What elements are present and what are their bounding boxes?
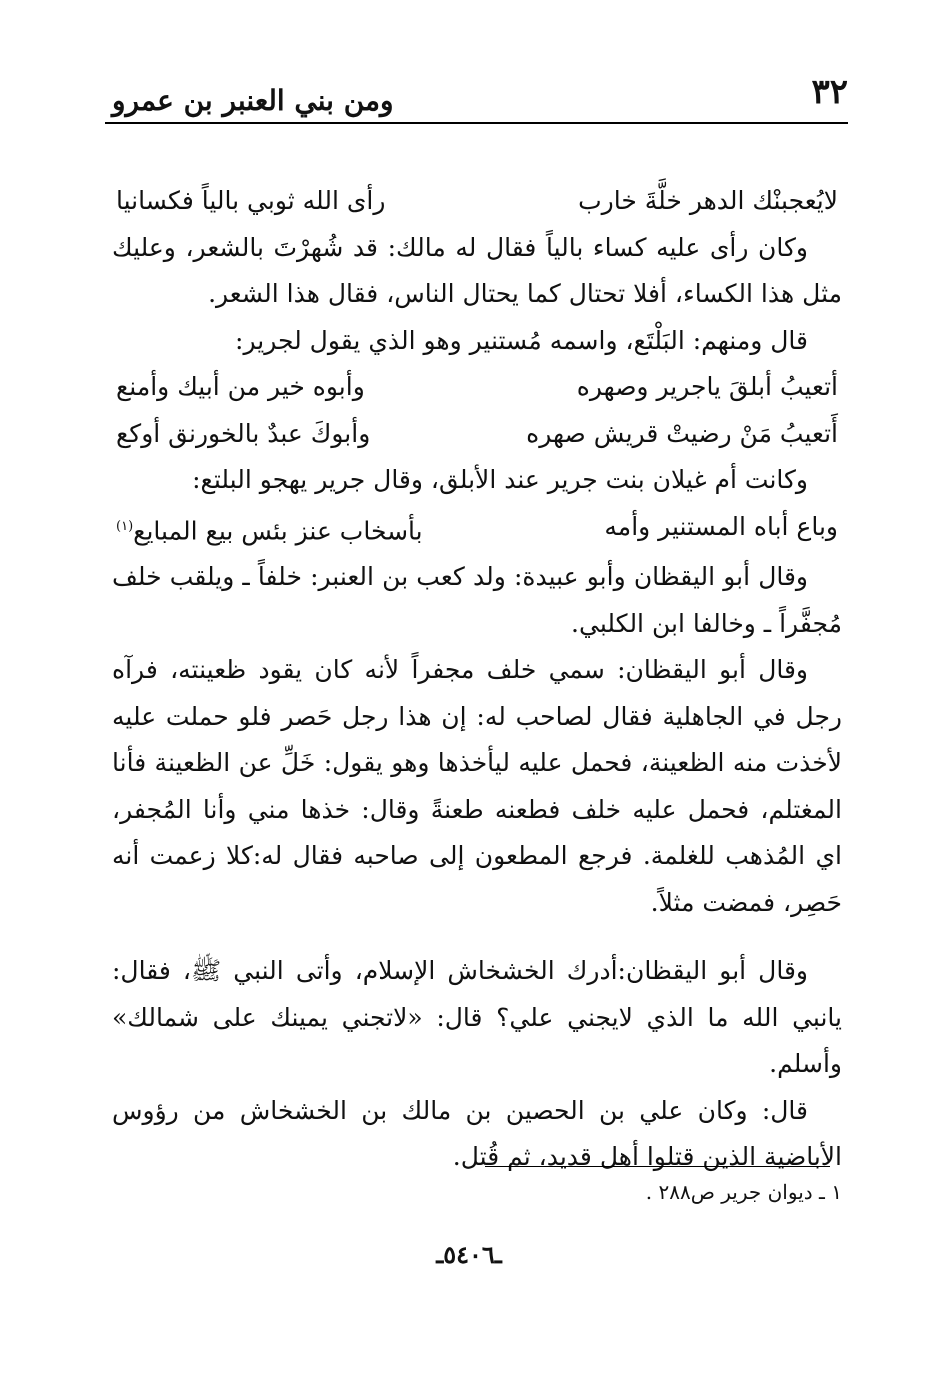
paragraph: قال: وكان علي بن الحصين بن مالك بن الخشخاش من رؤوس الأباضية الذين قتلوا أهل قديد، ثم قُتل. — [112, 1095, 842, 1172]
paragraph: وكانت أم غيلان بنت جرير عند الأبلق، وقال جرير يهجو البلتع: — [192, 465, 808, 494]
paragraph: وقال أبو اليقظان وأبو عبيدة: ولد كعب بن العنبر: خلفاً ـ ويلقب خلف مُجفَّراً ـ وخالفا ابن الكلبي. — [112, 562, 842, 638]
footnote-marker: (١) — [116, 518, 134, 534]
verse-hemistich-right: وباع أباه المستنير وأمه — [604, 511, 838, 541]
running-header-title: ومن بني العنبر بن عمرو — [112, 84, 394, 117]
page-number: ٣٢ — [811, 72, 848, 112]
paragraph: قال ومنهم: البَلْتَع، واسمه مُستنير وهو الذي يقول لجرير: — [235, 325, 808, 355]
verse-hemistich-left: وأبوه خير من أبيك وأمنع — [116, 372, 365, 401]
verse-line — [112, 504, 842, 555]
verse-line — [112, 364, 842, 411]
footnote: ١ ـ ديوان جرير ص٢٨٨ . — [645, 1180, 842, 1204]
body-text — [112, 178, 842, 1181]
verse-hemistich-right: أَتعيبُ مَنْ رضيتْ قريش صهره — [526, 418, 838, 448]
page-footer-number: ـ٥٤٠٦ـ — [436, 1240, 502, 1269]
paragraph: وقال أبو اليقظان:أدرك الخشخاش الإسلام، وأتى النبي ﷺ، فقال: يانبي الله ما الذي لايجني علي؟ قال: «لاتجني يمينك على شمالك» وأسلم. — [112, 956, 842, 1079]
header-rule — [105, 122, 848, 124]
verse-hemistich-left: بأسخاب عنز بئس بيع المبايع$^{(١)}$ — [116, 515, 423, 545]
verse-hemistich-right: لايُعجبنْك الدهر خلَّةَ خارب — [578, 186, 838, 215]
footnote-rule — [485, 1166, 830, 1167]
verse-line — [112, 411, 842, 458]
verse-hemistich-left: وأبوكَ عبدٌ بالخورنق أوكع — [116, 418, 371, 448]
paragraph: وقال أبو اليقظان: سمي خلف مجفراً لأنه كان يقود ظعينته، فرآه رجل في الجاهلية فقال لصاحب له: إن هذا رجل حَصر فلو حملت عليه لأخذت منه الظعينة، فحمل عليه ليأخذها وهو يقول: خَلِّ عن الظعينة فأنا المغتلم، فحمل عليه خلف فطعنه طعنةً وقال: خذها مني وأنا المُجفر، اي المُذهب للغلمة. فرجع المطعون إلى صاحبه فقال له:كلا زعمت أنه حَصِر، فمضت مثلاً. — [112, 655, 842, 917]
verse-hemistich-left: رأى الله ثوبي بالياً فكسانيا — [116, 186, 386, 215]
verse-line — [112, 178, 842, 225]
paragraph: وكان رأى عليه كساء بالياً فقال له مالك: قد شُهرْتَ بالشعر، وعليك مثل هذا الكساء، أفلا تحتال كما يحتال الناس، فقال هذا الشعر. — [112, 232, 842, 308]
verse-hemistich-right: أتعيبُ أبلقَ ياجرير وصهره — [576, 372, 838, 401]
